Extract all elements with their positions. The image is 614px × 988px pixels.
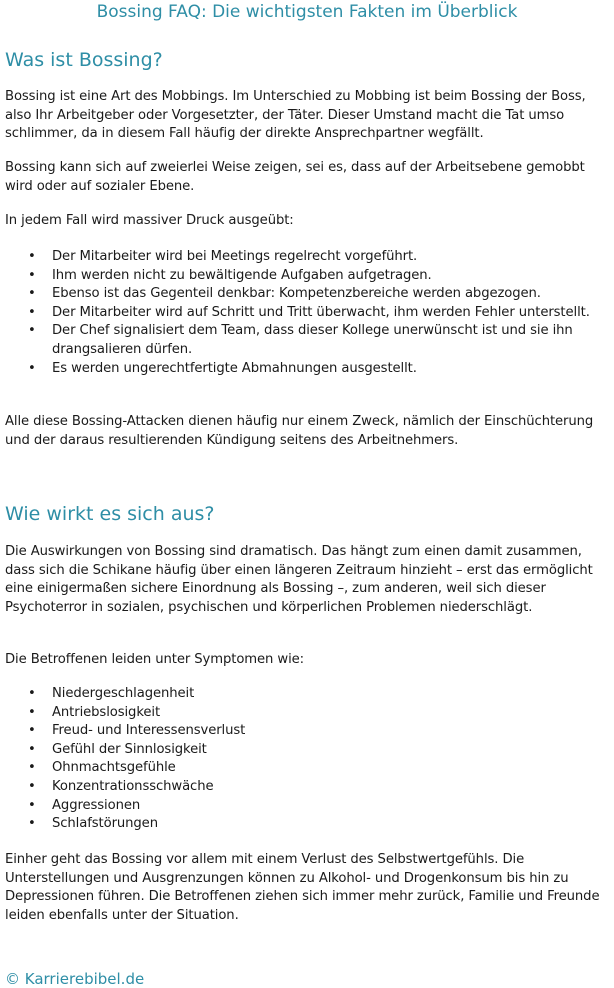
list-item: • Antriebslosigkeit [5, 704, 611, 723]
list-item: • Gefühl der Sinnlosigkeit [5, 741, 611, 760]
bullet-icon: • [28, 723, 36, 739]
bullet-icon: • [28, 797, 36, 813]
list-item: • Ohnmachtsgefühle [5, 759, 611, 778]
bullet-icon: • [28, 267, 36, 283]
bullet-icon: • [28, 360, 36, 376]
bullet-icon: • [28, 286, 36, 302]
section1-paragraph-2: Bossing kann sich auf zweierlei Weise zeigen, sei es, dass auf der Arbeitsebene gemobbt wird oder auf sozialer Ebene. [5, 160, 585, 194]
bullet-icon: • [28, 249, 36, 264]
section-heading-how-does-it-affect: Wie wirkt es sich aus? [5, 503, 215, 525]
bullet-icon: • [28, 304, 36, 320]
list-item: • Aggressionen [5, 797, 611, 816]
page-title: Bossing FAQ: Die wichtigsten Fakten im Überblick [96, 2, 518, 22]
list-item: • Ebenso ist das Gegenteil denkbar: Kompetenzbereiche werden abgezogen. [5, 285, 611, 304]
bullet-icon: • [28, 816, 36, 832]
section1-closing-paragraph: Alle diese Bossing-Attacken dienen häufig nur einem Zweck, nämlich der Einschüchterung und der daraus resultierenden Kündigung seitens des Arbeitnehmers. [5, 414, 594, 448]
section2-paragraph-1: Die Auswirkungen von Bossing sind dramatisch. Das hängt zum einen damit zusammen, dass sich die Schikane häufig über einen längeren Zeitraum hinzieht – erst das ermöglicht eine einigermaßen sichere Einordnung als Bossing –, zum anderen, weil sich dieser Psychoterror in sozialen, psychischen und körperlichen Problemen niederschlägt. [5, 544, 593, 615]
section2-paragraph-2: Die Betroffenen leiden unter Symptomen wie: [5, 652, 305, 667]
bullet-icon: • [28, 741, 36, 757]
bullet-icon: • [28, 778, 36, 794]
copyright-footer: © Karrierebibel.de [5, 970, 145, 988]
bullet-icon: • [28, 323, 36, 339]
list-item: • Niedergeschlagenheit [5, 685, 611, 704]
list-item: • Konzentrationsschwäche [5, 778, 611, 797]
bullet-icon: • [28, 760, 36, 776]
bullet-icon: • [28, 704, 36, 720]
list-item: • Der Chef signalisiert dem Team, dass dieser Kollege unerwünscht ist und sie ihn drangsalieren dürfen. [28, 323, 573, 357]
list-item: • Der Mitarbeiter wird auf Schritt und Tritt überwacht, ihm werden Fehler unterstellt. [5, 304, 611, 323]
section-heading-what-is-bossing: Was ist Bossing? [5, 49, 163, 71]
list-item: • Es werden ungerechtfertigte Abmahnungen ausgestellt. [5, 360, 611, 379]
list-item: • Der Mitarbeiter wird bei Meetings regelrecht vorgeführt. [5, 248, 611, 267]
section2-closing-paragraph: Einher geht das Bossing vor allem mit einem Verlust des Selbstwertgefühls. Die Unterstellungen und Ausgrenzungen können zu Alkohol- und Drogenkonsum bis hin zu Depressionen führen. Die Betroffenen ziehen sich immer mehr zurück, Familie und Freunde leiden ebenfalls unter der Situation. [5, 852, 600, 923]
list-item: • Schlafstörungen [5, 815, 611, 834]
list-item: • Ihm werden nicht zu bewältigende Aufgaben aufgetragen. [5, 267, 611, 286]
section1-bullet-list [5, 248, 611, 378]
section1-paragraph-1: Bossing ist eine Art des Mobbings. Im Unterschied zu Mobbing ist beim Bossing der Boss, also Ihr Arbeitgeber oder Vorgesetzter, der Täter. Dieser Umstand macht die Tat umso schlimmer, da in diesem Fall häufig der direkte Ansprechpartner wegfällt. [5, 89, 586, 142]
bullet-icon: • [28, 686, 36, 701]
section1-paragraph-3: In jedem Fall wird massiver Druck ausgeübt: [5, 213, 294, 228]
section2-symptom-list [5, 685, 611, 834]
list-item: • Freud- und Interessensverlust [5, 722, 611, 741]
